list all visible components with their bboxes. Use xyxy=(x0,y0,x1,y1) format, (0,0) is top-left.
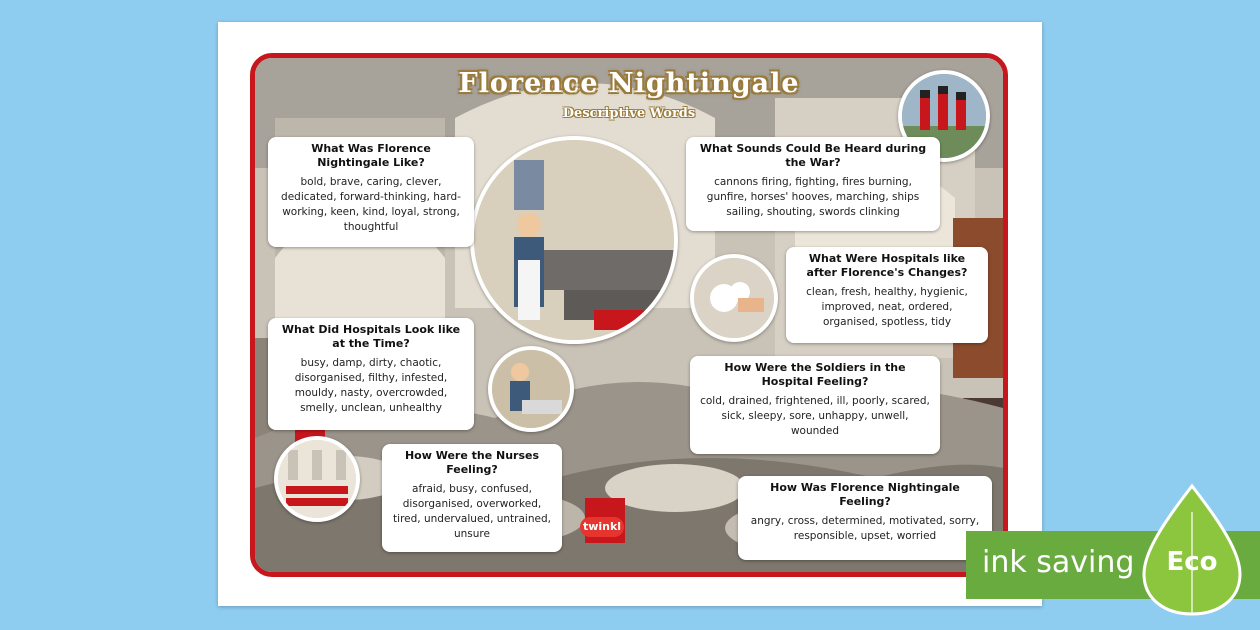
card-words: angry, cross, determined, motivated, sorry, responsible, upset, worried xyxy=(750,515,980,542)
card-words: bold, brave, caring, clever, dedicated, forward-thinking, hard-working, keen, kind, loyal, strong, thoughtful xyxy=(281,176,461,233)
nurse-ward-circle-image xyxy=(470,136,678,344)
card-words: clean, fresh, healthy, hygienic, improved, neat, ordered, organised, spotless, tidy xyxy=(806,286,968,328)
card-sounds-war xyxy=(686,137,940,231)
poster-title: Florence Nightingale xyxy=(458,68,800,99)
card-heading: How Was Florence Nightingale Feeling? xyxy=(770,481,960,508)
nurse-patient-circle-image xyxy=(488,346,574,432)
card-hospitals-at-time xyxy=(268,318,474,430)
clean-ward-circle-image xyxy=(274,436,360,522)
card-heading: What Sounds Could Be Heard during the War? xyxy=(699,142,927,169)
card-florence-feeling xyxy=(738,476,992,560)
poster-subtitle: Descriptive Words xyxy=(562,106,696,121)
eco-leaf-icon xyxy=(1140,482,1244,618)
card-florence-like xyxy=(268,137,474,247)
card-words: busy, damp, dirty, chaotic, disorganised, filthy, infested, mouldy, nasty, overcrowded, smelly, unclean, unhealthy xyxy=(294,357,448,414)
card-heading: How Were the Nurses Feeling? xyxy=(404,449,540,476)
scrubbing-circle-image xyxy=(690,254,778,342)
eco-label: Eco xyxy=(1166,547,1218,577)
card-words: cold, drained, frightened, ill, poorly, scared, sick, sleepy, sore, unhappy, unwell, wounded xyxy=(700,395,930,437)
card-heading: How Were the Soldiers in the Hospital Feeling? xyxy=(724,361,906,388)
ink-saving-label: ink saving xyxy=(982,545,1135,580)
card-heading: What Were Hospitals like after Florence's Changes? xyxy=(806,252,968,279)
card-hospitals-after xyxy=(786,247,988,343)
twinkl-logo: twinkl xyxy=(580,517,624,537)
card-heading: What Was Florence Nightingale Like? xyxy=(311,142,431,169)
card-words: afraid, busy, confused, disorganised, overworked, tired, undervalued, untrained, unsure xyxy=(393,483,551,540)
card-soldiers-feeling xyxy=(690,356,940,454)
card-heading: What Did Hospitals Look like at the Time? xyxy=(281,323,461,350)
card-nurses-feeling xyxy=(382,444,562,552)
card-words: cannons firing, fighting, fires burning, gunfire, horses' hooves, marching, ships sailing, shouting, swords clinking xyxy=(706,176,920,218)
